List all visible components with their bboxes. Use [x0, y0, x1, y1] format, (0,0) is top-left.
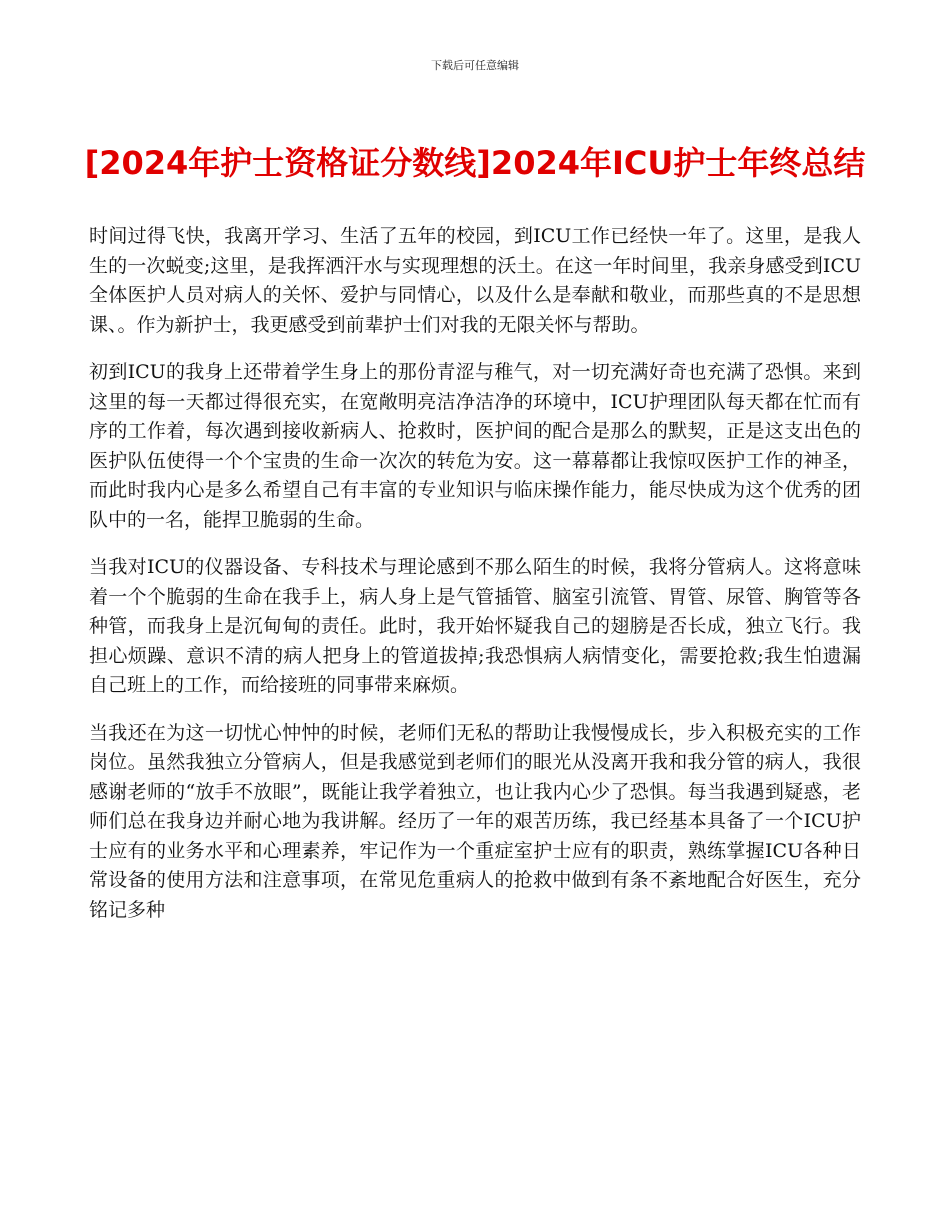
document-title: [2024年护士资格证分数线]2024年ICU护士年终总结 — [84, 144, 866, 182]
header-note: 下载后可任意编辑 — [431, 59, 519, 72]
paragraph-1: 时间过得飞快，我离开学习、生活了五年的校园，到ICU工作已经快一年了。这里，是我人生的一次蜕变;这里，是我挥洒汗水与实现理想的沃土。在这一年时间里，我亲身感受到ICU全体医护人员对病人的关怀、爱护与同情心，以及什么是奉献和敬业，而那些真的不是思想课、。作为新护士，我更感受到前辈护士们对我的无限关怀与帮助。 — [89, 225, 861, 336]
paragraph-3: 当我对ICU的仪器设备、专科技术与理论感到不那么陌生的时候，我将分管病人。这将意味着一个个脆弱的生命在我手上，病人身上是气管插管、脑室引流管、胃管、尿管、胸管等各种管，而我身上是沉甸甸的责任。此时，我开始怀疑我自己的翅膀是否长成，独立飞行。我担心烦躁、意识不清的病人把身上的管道拔掉;我恐惧病人病情变化，需要抢救;我生怕遗漏自己班上的工作，而给接班的同事带来麻烦。 — [89, 556, 861, 696]
paragraph-4: 当我还在为这一切忧心忡忡的时候，老师们无私的帮助让我慢慢成长，步入积极充实的工作岗位。虽然我独立分管病人，但是我感觉到老师们的眼光从没离开我和我分管的病人，我很感谢老师的“放手不放眼”，既能让我学着独立，也让我内心少了恐惧。每当我遇到疑惑，老师们总在我身边并耐心地为我讲解。经历了一年的艰苦历练，我已经基本具备了一个ICU护士应有的业务水平和心理素养，牢记作为一个重症室护士应有的职责，熟练掌握ICU各种日常设备的使用方法和注意事项，在常见危重病人的抢救中做到有条不紊地配合好医生，充分铭记多种 — [89, 721, 861, 921]
paragraph-2: 初到ICU的我身上还带着学生身上的那份青涩与稚气，对一切充满好奇也充满了恐惧。来到这里的每一天都过得很充实，在宽敞明亮洁净洁净的环境中，ICU护理团队每天都在忙而有序的工作着，每次遇到接收新病人、抢救时，医护间的配合是那么的默契，正是这支出色的医护队伍使得一个个宝贵的生命一次次的转危为安。这一幕幕都让我惊叹医护工作的神圣，而此时我内心是多么希望自己有丰富的专业知识与临床操作能力，能尽快成为这个优秀的团队中的一名，能捍卫脆弱的生命。 — [89, 361, 861, 531]
document-body — [89, 222, 861, 943]
